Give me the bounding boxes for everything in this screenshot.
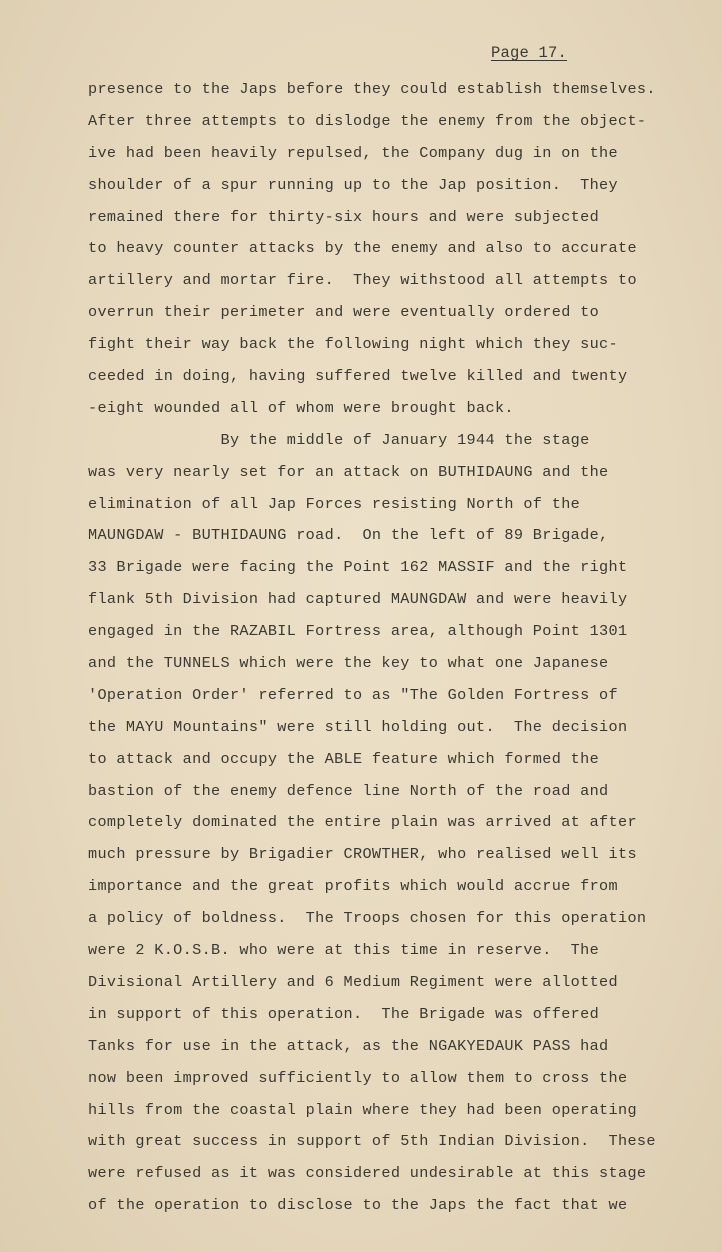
text-line: elimination of all Jap Forces resisting North of the [88,494,581,513]
text-line: much pressure by Brigadier CROWTHER, who realised well its [88,845,637,864]
text-line: and the TUNNELS which were the key to what one Japanese [88,654,609,673]
text-line: fight their way back the following night which they suc- [88,335,618,354]
text-line: to heavy counter attacks by the enemy and also to accurate [88,239,637,258]
text-line: Tanks for use in the attack, as the NGAKYEDAUK PASS had [88,1036,609,1055]
page-number: Page 17. [491,44,568,62]
body-text [88,77,688,1225]
text-line: of the operation to disclose to the Japs the fact that we [88,1196,628,1215]
text-line: By the middle of January 1944 the stage [88,430,590,449]
text-line: importance and the great profits which would accrue from [88,877,618,896]
text-line: presence to the Japs before they could establish themselves. [88,80,656,98]
text-line: in support of this operation. The Brigade was offered [88,1004,600,1023]
text-line: hills from the coastal plain where they had been operating [88,1100,637,1119]
text-line: a policy of boldness. The Troops chosen for this operation [88,909,647,928]
text-line: -eight wounded all of whom were brought back. [88,398,514,417]
text-line: 33 Brigade were facing the Point 162 MASSIF and the right [88,558,628,577]
text-line: completely dominated the entire plain was arrived at after [88,813,637,832]
text-line: Divisional Artillery and 6 Medium Regiment were allotted [88,972,618,991]
text-line: were 2 K.O.S.B. who were at this time in reserve. The [88,941,600,960]
text-line: the MAYU Mountains" were still holding out. The decision [88,717,628,736]
text-line: engaged in the RAZABIL Fortress area, although Point 1301 [88,622,628,641]
text-line: was very nearly set for an attack on BUTHIDAUNG and the [88,462,609,481]
text-line: to attack and occupy the ABLE feature which formed the [88,749,600,768]
text-line: bastion of the enemy defence line North of the road and [88,781,609,800]
text-line: MAUNGDAW - BUTHIDAUNG road. On the left of 89 Brigade, [88,526,609,545]
text-line: artillery and mortar fire. They withstood all attempts to [88,271,637,290]
text-line: with great success in support of 5th Indian Division. These [88,1132,656,1151]
text-line: ive had been heavily repulsed, the Company dug in on the [88,143,618,162]
text-line: After three attempts to dislodge the enemy from the object- [88,111,647,130]
text-line: overrun their perimeter and were eventually ordered to [88,303,600,322]
text-line: were refused as it was considered undesirable at this stage [88,1164,647,1183]
text-line: 'Operation Order' referred to as "The Golden Fortress of [88,685,618,704]
text-line: flank 5th Division had captured MAUNGDAW and were heavily [88,590,628,609]
text-line: now been improved sufficiently to allow them to cross the [88,1068,628,1087]
text-line: shoulder of a spur running up to the Jap position. They [88,175,618,194]
text-line: remained there for thirty-six hours and were subjected [88,207,600,226]
text-line: ceeded in doing, having suffered twelve killed and twenty [88,367,628,386]
